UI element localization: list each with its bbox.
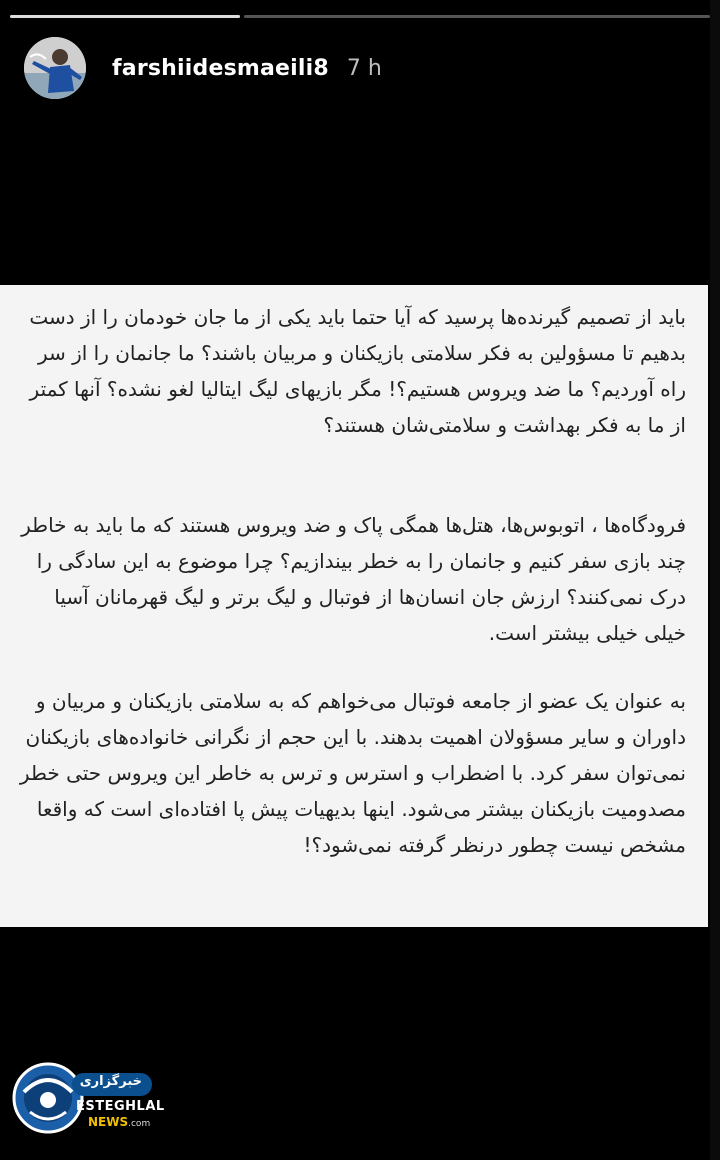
post-time: 7 h — [346, 55, 382, 81]
username[interactable]: farshiidesmaeili8 — [112, 55, 329, 81]
esteghlal-logo-icon — [10, 1050, 96, 1146]
watermark-news — [88, 1115, 150, 1129]
avatar[interactable] — [24, 37, 86, 99]
story-progress-bars — [10, 15, 710, 18]
esteghlal-news-watermark — [10, 1050, 165, 1146]
story-progress-segment-2 — [244, 15, 710, 18]
paragraph-3: به عنوان یک عضو از جامعه فوتبال می‌خواهم که به سلامتی بازیکنان و مربیان و داوران و سایر مسؤولان اهمیت بدهند. با این حجم از نگرانی خانواده‌های بازیکنان نمی‌توان سفر کرد. با اضطراب و استرس و ترس به خاطر این ویروس حتی خطر مصدومیت بازیکنان بیشتر می‌شود. اینها بدیهیات پیش پا افتاده‌ای است که واقعا مشخص نیست چطور درنظر گرفته نمی‌شود؟! — [19, 689, 686, 857]
screen-edge — [710, 0, 720, 1160]
watermark-name: ESTEGHLAL — [76, 1099, 165, 1114]
paragraph-1: باید از تصمیم گیرنده‌ها پرسید که آیا حتما باید یکی از ما جان خودمان را از دست بدهیم تا مسؤولین به فکر سلامتی بازیکنان و مربیان باشند؟ ما جانمان را از سر راه آوردیم؟ ما ضد ویروس هستیم؟! مگر بازیهای لیگ ایتالیا لغو نشده؟ آنها کمتر از ما به فکر بهداشت و سلامتی‌شان هستند؟ — [29, 305, 686, 437]
watermark-news-label: NEWS — [88, 1115, 129, 1129]
paragraph-2: فرودگاه‌ها ، اتوبوس‌ها، هتل‌ها همگی پاک و ضد ویروس هستند که ما باید به خاطر چند بازی سفر کنیم و جانمان را به خطر بیندازیم؟ چرا موضوع به این سادگی را درک نمی‌کنند؟ ارزش جان انسان‌ها از فوتبال و لیگ برتر و لیگ قهرمانان آسیا خیلی خیلی بیشتر است. — [21, 513, 686, 645]
watermark-persian: خبرگزاری — [79, 1074, 142, 1089]
story-header — [24, 37, 382, 99]
avatar-photo — [24, 37, 86, 99]
story-image-card — [0, 285, 708, 927]
story-progress-segment-1 — [10, 15, 240, 18]
story-progress-fill-1 — [10, 15, 240, 18]
watermark-domain: .com — [128, 1119, 151, 1129]
